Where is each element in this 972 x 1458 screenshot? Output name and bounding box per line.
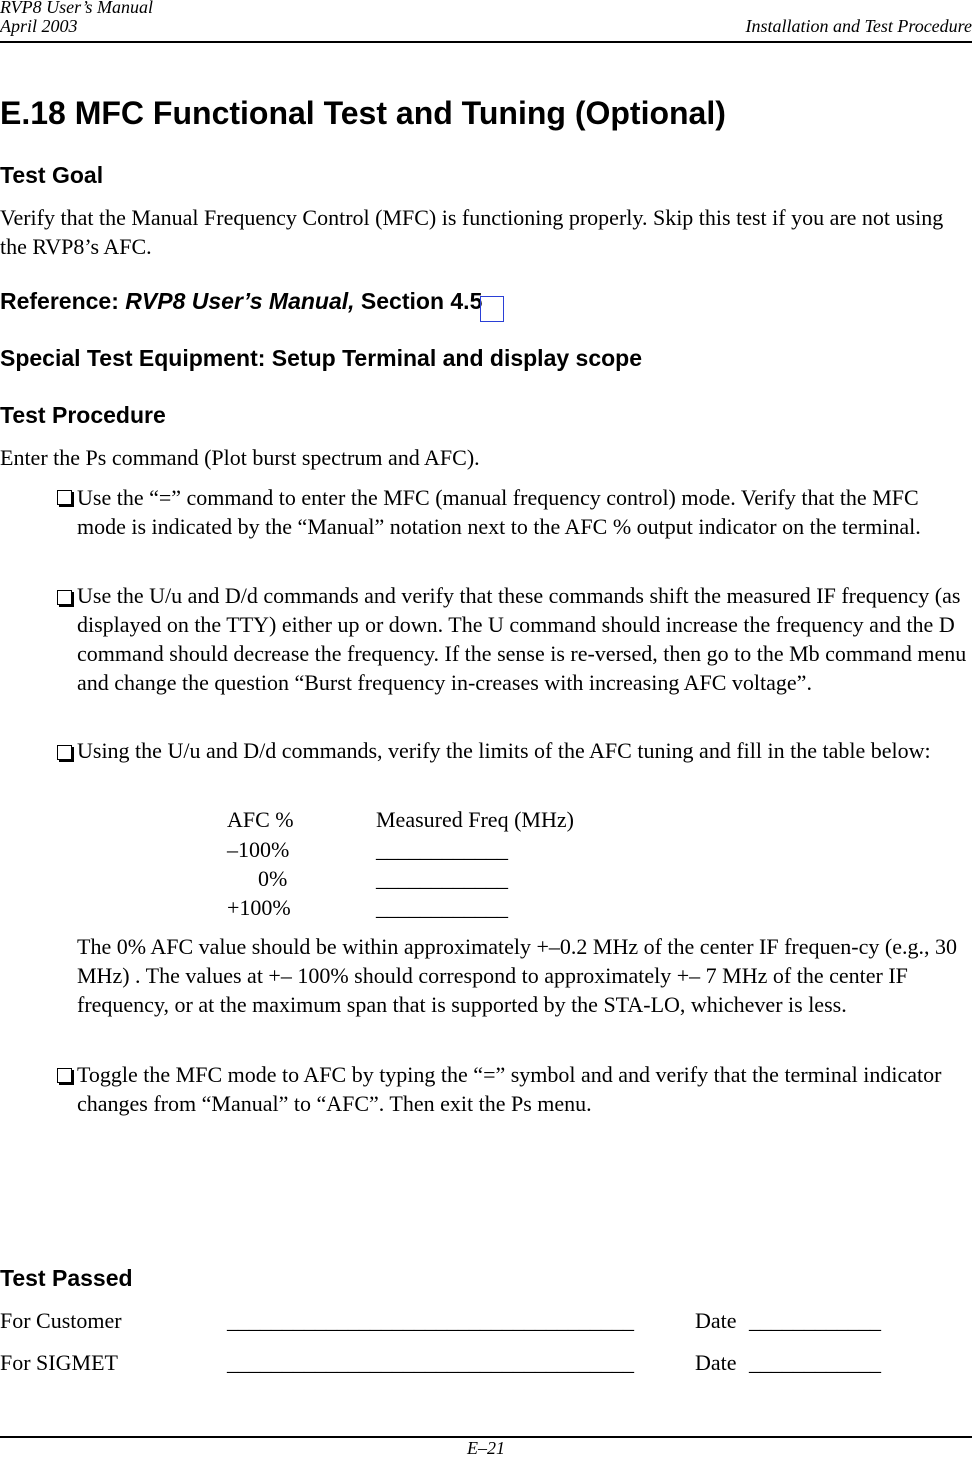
procedure-heading: Test Procedure [0,402,166,429]
procedure-item: Use the “=” command to enter the MFC (manual frequency control) mode. Verify that the MFC mode is indicated by the “Manual” notation next to the AFC % output indicator on the terminal. [77,483,972,541]
signature-line[interactable]: _____________________________________ [227,1348,634,1377]
document-date: April 2003 [0,16,78,36]
reference-section-link[interactable]: Section 4.5 [355,288,483,314]
date-label: Date [695,1306,737,1335]
procedure-item: Using the U/u and D/d commands, verify the limits of the AFC tuning and fill in the table below: [77,736,972,765]
table-row-afc: 0% [258,864,287,893]
header-rule [0,41,972,43]
reference-label: Reference: [0,288,125,314]
table-row-freq-blank[interactable]: ____________ [376,864,508,893]
section-link-box[interactable] [480,296,504,322]
date-line[interactable]: ____________ [749,1306,881,1335]
reference-manual: RVP8 User’s Manual, [125,288,354,314]
checkbox[interactable] [57,590,72,605]
test-goal-text: Verify that the Manual Frequency Control (MFC) is functioning properly. Skip this test if you are not using the RVP8’s AFC. [0,203,972,261]
signoff-label: For Customer [0,1306,122,1335]
date-label: Date [695,1348,737,1377]
signoff-label: For SIGMET [0,1348,118,1377]
table-row-afc: –100% [227,835,289,864]
manual-title: RVP8 User’s Manual [0,0,153,17]
table-row-freq-blank[interactable]: ____________ [376,893,508,922]
table-row-freq-blank[interactable]: ____________ [376,835,508,864]
table-row-afc: +100% [227,893,291,922]
signature-line[interactable]: _____________________________________ [227,1306,634,1335]
page-title: E.18 MFC Functional Test and Tuning (Optional) [0,95,726,132]
checkbox[interactable] [57,1068,72,1083]
procedure-item: Toggle the MFC mode to AFC by typing the “=” symbol and and verify that the terminal indicator changes from “Manual” to “AFC”. Then exit the Ps menu. [77,1060,972,1118]
checkbox[interactable] [57,745,72,760]
section-title: Installation and Test Procedure [746,16,972,36]
test-goal-heading: Test Goal [0,162,103,189]
checkbox[interactable] [57,490,72,505]
procedure-intro: Enter the Ps command (Plot burst spectrum and AFC). [0,443,480,472]
date-line[interactable]: ____________ [749,1348,881,1377]
special-equipment: Special Test Equipment: Setup Terminal and display scope [0,345,642,372]
afc-note: The 0% AFC value should be within approximately +–0.2 MHz of the center IF frequen-cy (e.g., 30 MHz) . The values at +– 100% should correspond to approximately +– 7 MHz of the center IF frequency, or at the maximum span that is supported by the STA-LO, whichever is less. [77,932,972,1019]
reference-line [0,288,482,315]
test-passed-heading: Test Passed [0,1265,133,1292]
table-header-freq: Measured Freq (MHz) [376,805,574,834]
page-number: E–21 [0,1438,972,1458]
table-header-afc: AFC % [227,805,294,834]
procedure-item: Use the U/u and D/d commands and verify that these commands shift the measured IF frequency (as displayed on the TTY) either up or down. The U command should increase the frequency and the D command should decrease the frequency. If the sense is re-versed, then go to the Mb command menu and change the question “Burst frequency in-creases with increasing AFC voltage”. [77,581,972,697]
